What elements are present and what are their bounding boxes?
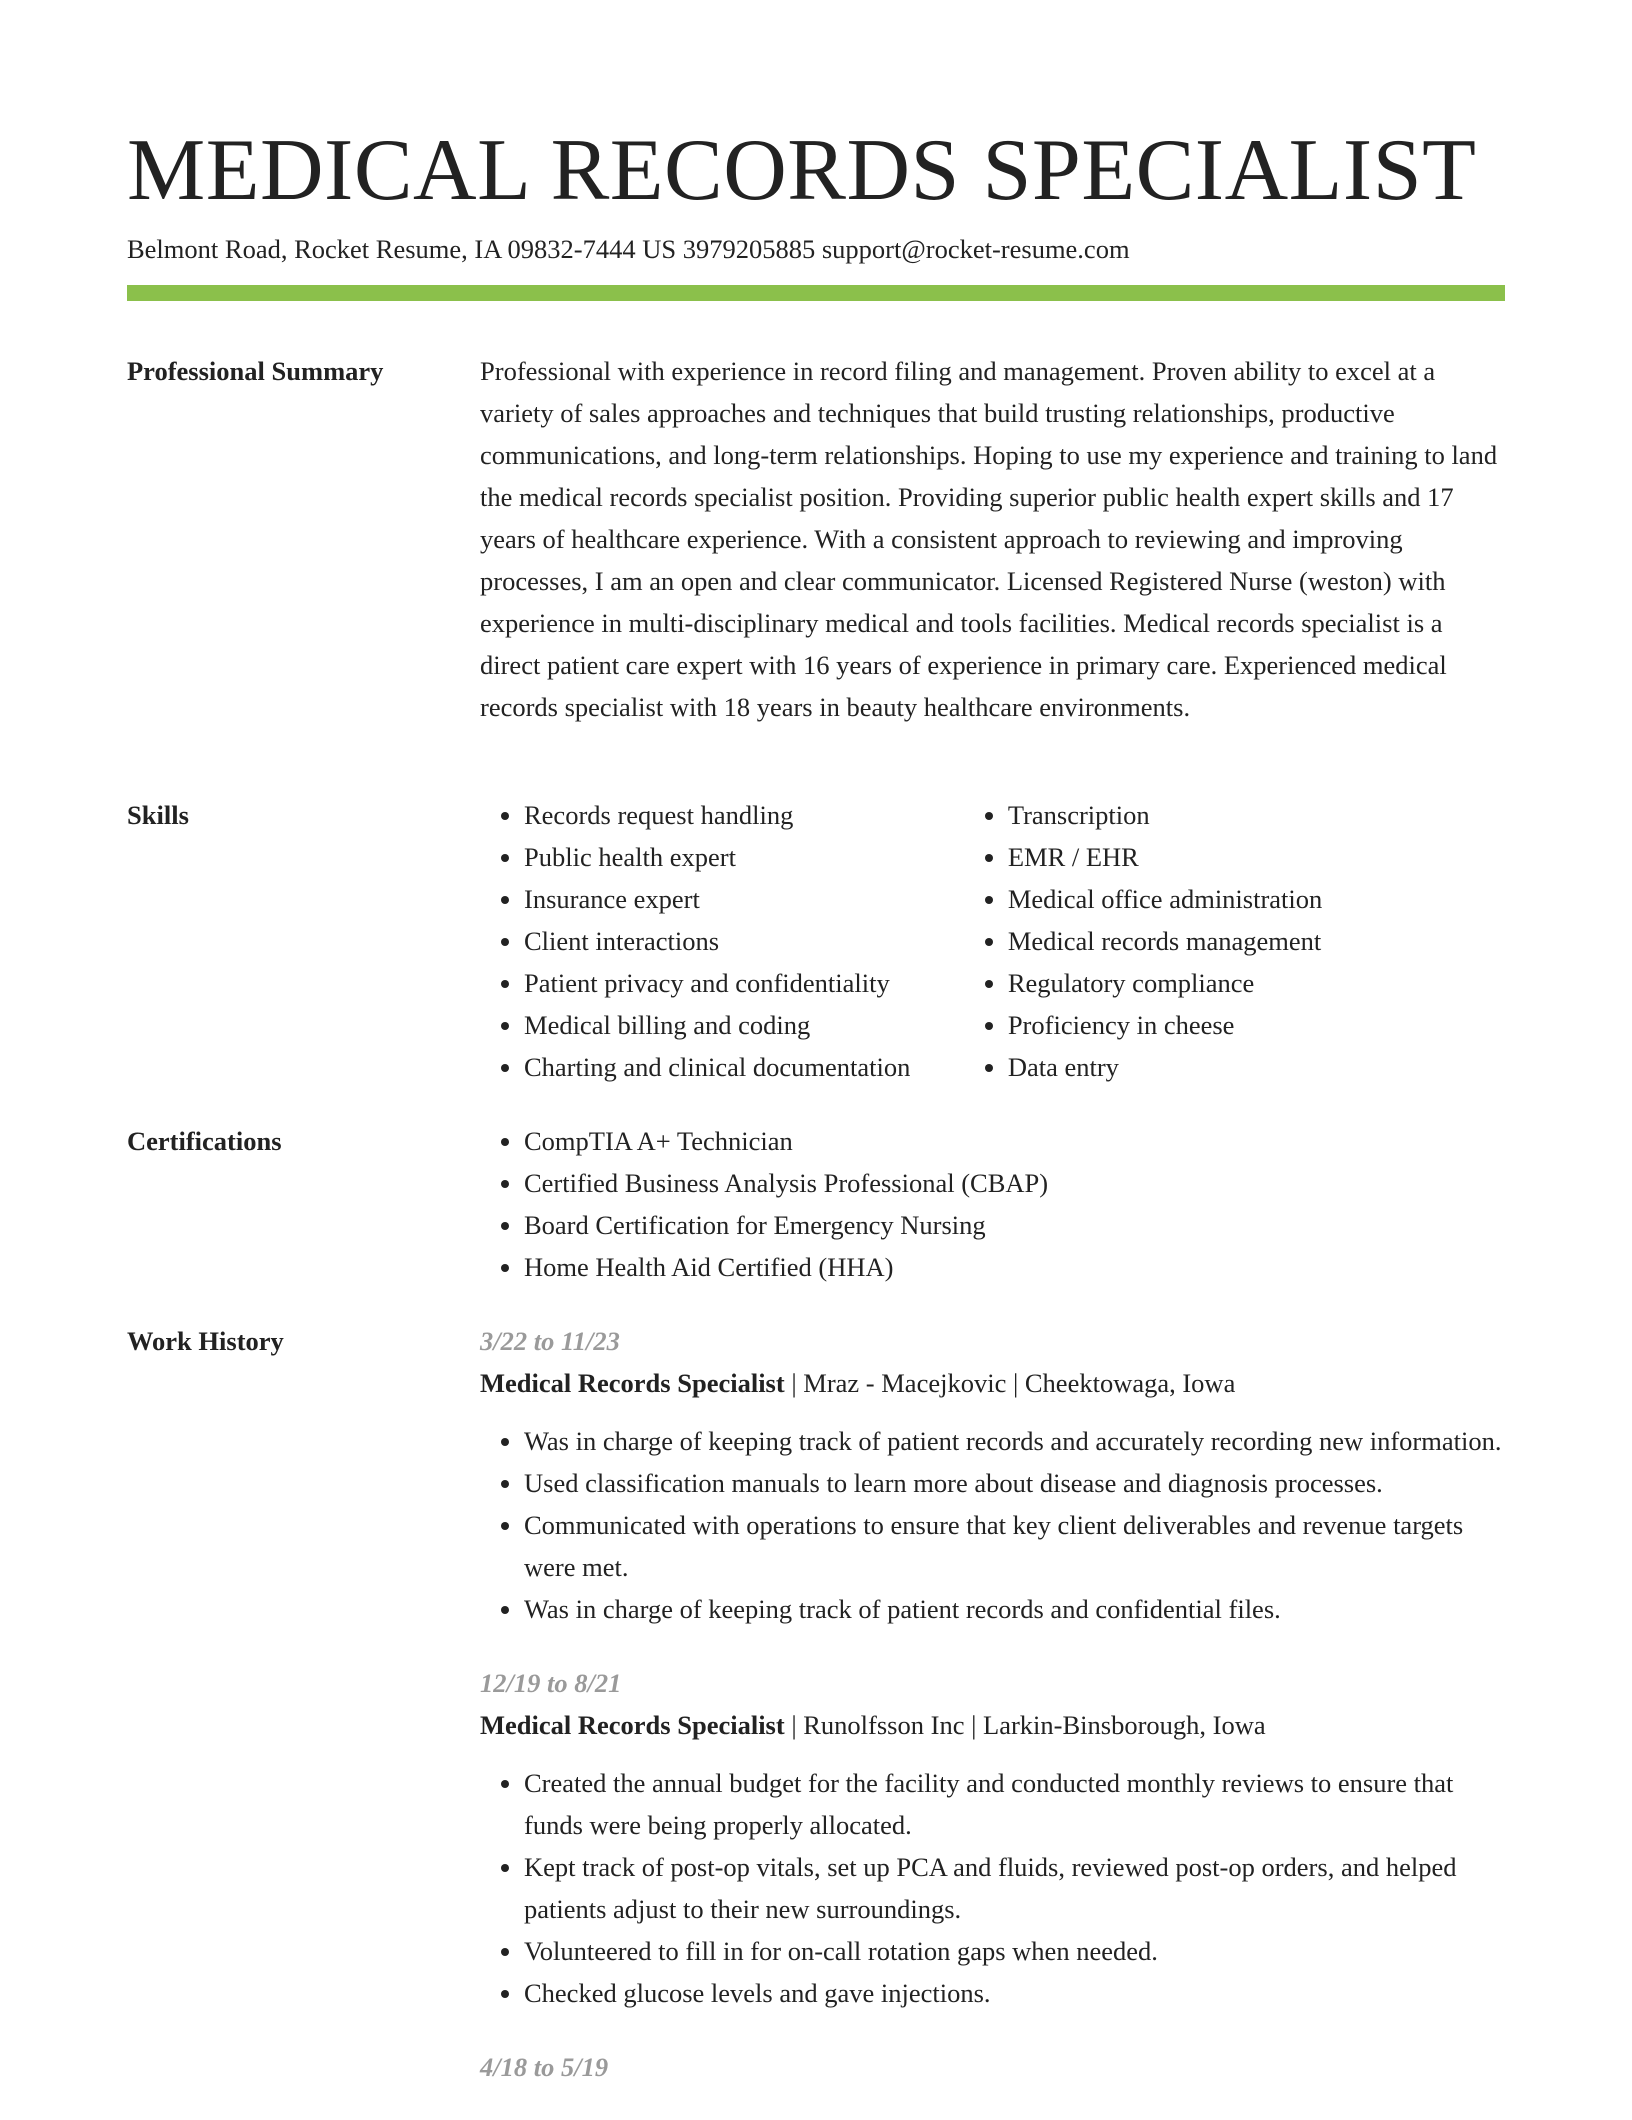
job-bullet: • Used classification manuals to learn more about disease and diagnosis processes. [524, 1462, 1505, 1504]
skill-item: • Proficiency in cheese [1008, 1004, 1505, 1046]
job-entry [480, 2046, 1505, 2088]
job-title: Medical Records Specialist [480, 1710, 785, 1740]
skill-item: • Transcription [1008, 794, 1505, 836]
section-title-skills: Skills [127, 800, 189, 830]
job-entry [480, 1320, 1505, 1630]
skill-item: • Medical office administration [1008, 878, 1505, 920]
job-bullet: • Volunteered to fill in for on-call rotation gaps when needed. [524, 1930, 1505, 1972]
job-bullet: • Checked glucose levels and gave injections. [524, 1972, 1505, 2014]
skill-item: • Client interactions [524, 920, 964, 962]
section-title-certifications: Certifications [127, 1126, 282, 1156]
skill-item: • Insurance expert [524, 878, 964, 920]
job-bullet: • Created the annual budget for the facility and conducted monthly reviews to ensure that funds were being properly allocated. [524, 1762, 1505, 1846]
job-date: 3/22 to 11/23 [480, 1326, 620, 1356]
section-title-work-history: Work History [127, 1326, 284, 1356]
certification-item: • CompTIA A+ Technician [524, 1120, 1505, 1162]
job-bullet: • Kept track of post-op vitals, set up PCA and fluids, reviewed post-op orders, and helped patients adjust to their new surroundings. [524, 1846, 1505, 1930]
job-bullet: • Was in charge of keeping track of patient records and accurately recording new information. [524, 1420, 1505, 1462]
skill-item: • Public health expert [524, 836, 964, 878]
skill-item: • Medical billing and coding [524, 1004, 964, 1046]
job-company-location: | Mraz - Macejkovic | Cheektowaga, Iowa [784, 1368, 1236, 1398]
skill-item: • Regulatory compliance [1008, 962, 1505, 1004]
skills-list-right [964, 794, 1505, 1088]
summary-text: Professional with experience in record filing and management. Proven ability to excel at a variety of sales approaches and techniques that build trusting relationships, productive communications, and long-term relationships. Hoping to use my experience and training to land the medical records specialist position. Providing superior public health expert skills and 17 years of healthcare experience. With a consistent approach to reviewing and improving processes, I am an open and clear communicator. Licensed Registered Nurse (weston) with experience in multi-disciplinary medical and tools facilities. Medical records specialist is a direct patient care expert with 16 years of experience in primary care. Experienced medical records specialist with 18 years in beauty healthcare environments. [480, 356, 1498, 722]
job-bullets [480, 1420, 1505, 1630]
contact-line: Belmont Road, Rocket Resume, IA 09832-7444 US 3979205885 support@rocket-resume.com [127, 234, 1130, 264]
certification-item: • Board Certification for Emergency Nursing [524, 1204, 1505, 1246]
accent-divider [127, 285, 1505, 301]
job-bullet: • Was in charge of keeping track of patient records and confidential files. [524, 1588, 1505, 1630]
job-bullet: • Communicated with operations to ensure that key client deliverables and revenue targets were met. [524, 1504, 1505, 1588]
skill-item: • Data entry [1008, 1046, 1505, 1088]
job-date: 12/19 to 8/21 [480, 1668, 622, 1698]
certification-item: • Home Health Aid Certified (HHA) [524, 1246, 1505, 1288]
job-heading [480, 1362, 1505, 1404]
skill-item: • Records request handling [524, 794, 964, 836]
skills-list-left [480, 794, 964, 1088]
summary-body [480, 350, 1505, 728]
skill-item: • Patient privacy and confidentiality [524, 962, 964, 1004]
certification-item: • Certified Business Analysis Professional (CBAP) [524, 1162, 1505, 1204]
job-heading [480, 1704, 1505, 1746]
job-title: Medical Records Specialist [480, 1368, 785, 1398]
work-history-body [480, 1320, 1505, 2120]
job-date: 4/18 to 5/19 [480, 2052, 609, 2082]
certifications-list [480, 1120, 1505, 1288]
skill-item: • Charting and clinical documentation [524, 1046, 964, 1088]
resume-name: MEDICAL RECORDS SPECIALIST [127, 122, 1477, 219]
job-company-location: | Runolfsson Inc | Larkin-Binsborough, Iowa [784, 1710, 1266, 1740]
skills-body [480, 794, 1505, 1088]
job-entry [480, 1662, 1505, 2014]
job-bullets [480, 1762, 1505, 2014]
section-title-summary: Professional Summary [127, 356, 384, 386]
certifications-body [480, 1120, 1505, 1288]
skill-item: • Medical records management [1008, 920, 1505, 962]
skill-item: • EMR / EHR [1008, 836, 1505, 878]
